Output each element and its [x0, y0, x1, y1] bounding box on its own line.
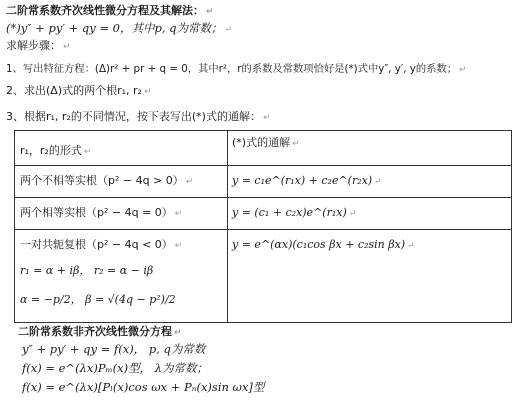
paragraph-mark: ↵: [174, 241, 183, 251]
table-row-2-form: 两个相等实根（p² − 4q = 0） ↵: [20, 206, 183, 219]
table-row-2-solution: y = (c₁ + c₂x)e^(r₁x) ↵: [232, 206, 357, 219]
steps-label: 求解步骤： ↵: [6, 39, 71, 52]
paragraph-mark: ↵: [292, 139, 300, 149]
paragraph-mark: ↵: [262, 113, 271, 123]
table-row-3-form: 一对共轭复根（p² − 4q < 0） ↵: [20, 238, 183, 251]
paragraph-mark: ↵: [174, 328, 182, 338]
section2-line-2: f(x) = e^(λx)Pₘ(x)型， λ为常数；: [22, 361, 209, 375]
section2-title: 二阶常系数非齐次线性微分方程 ↵: [18, 325, 182, 338]
table-header-form: r₁，r₂的形式 ↵: [20, 144, 92, 157]
paragraph-mark: ↵: [83, 147, 92, 157]
paragraph-mark: ↵: [224, 25, 233, 35]
table-row-1-form: 两个不相等实根（p² − 4q > 0） ↵: [20, 174, 194, 187]
paragraph-mark: ↵: [174, 209, 183, 219]
section1-title: 二阶常系数齐次线性微分方程及其解法： ↵: [6, 4, 214, 17]
table-row-divider: [14, 197, 512, 198]
paragraph-mark: ↵: [348, 209, 357, 219]
table-row-divider: [14, 229, 512, 230]
homogeneous-equation-line: (*)y″ + py′ + qy = 0，其中p, q为常数； ↵: [6, 21, 233, 35]
paragraph-mark: ↵: [143, 87, 152, 97]
section2-line-3: f(x) = e^(λx)[Pₗ(x)cos ωx + Pₙ(x)sin ωx]型: [22, 380, 265, 394]
table-row-3-roots: r₁ = α + iβ， r₂ = α − iβ: [20, 264, 154, 277]
paragraph-mark: ↵: [407, 241, 415, 251]
table-row-3-alpha-beta: α = −p/2， β = √(4q − p²)/2: [20, 293, 176, 306]
paragraph-mark: ↵: [185, 177, 194, 187]
paragraph-mark: ↵: [206, 7, 214, 17]
section2-line-1: y″ + py′ + qy = f(x)， p, q为常数: [22, 342, 206, 356]
table-header-solution: (*)式的通解 ↵: [232, 136, 300, 149]
paragraph-mark: ↵: [63, 42, 71, 52]
step-3-text: 3、根据r₁, r₂的不同情况，按下表写出(*)式的通解： ↵: [6, 110, 271, 123]
step-2-text: 2、求出(Δ)式的两个根r₁, r₂ ↵: [6, 84, 152, 97]
paragraph-mark: ↵: [459, 65, 467, 75]
table-row-divider: [14, 165, 512, 166]
table-row-3-solution: y = e^(αx)(c₁cos βx + c₂sin βx) ↵: [232, 238, 415, 251]
step-1-text: 1、写出特征方程：(Δ)r² + pr + q = 0，其中r²，r的系数及常数项恰好是(*)式中y″, y′, y的系数； ↵: [6, 63, 467, 75]
table-column-divider: [227, 130, 228, 323]
table-row-1-solution: y = c₁e^(r₁x) + c₂e^(r₂x) ↵: [232, 174, 382, 187]
paragraph-mark: ↵: [374, 177, 382, 187]
